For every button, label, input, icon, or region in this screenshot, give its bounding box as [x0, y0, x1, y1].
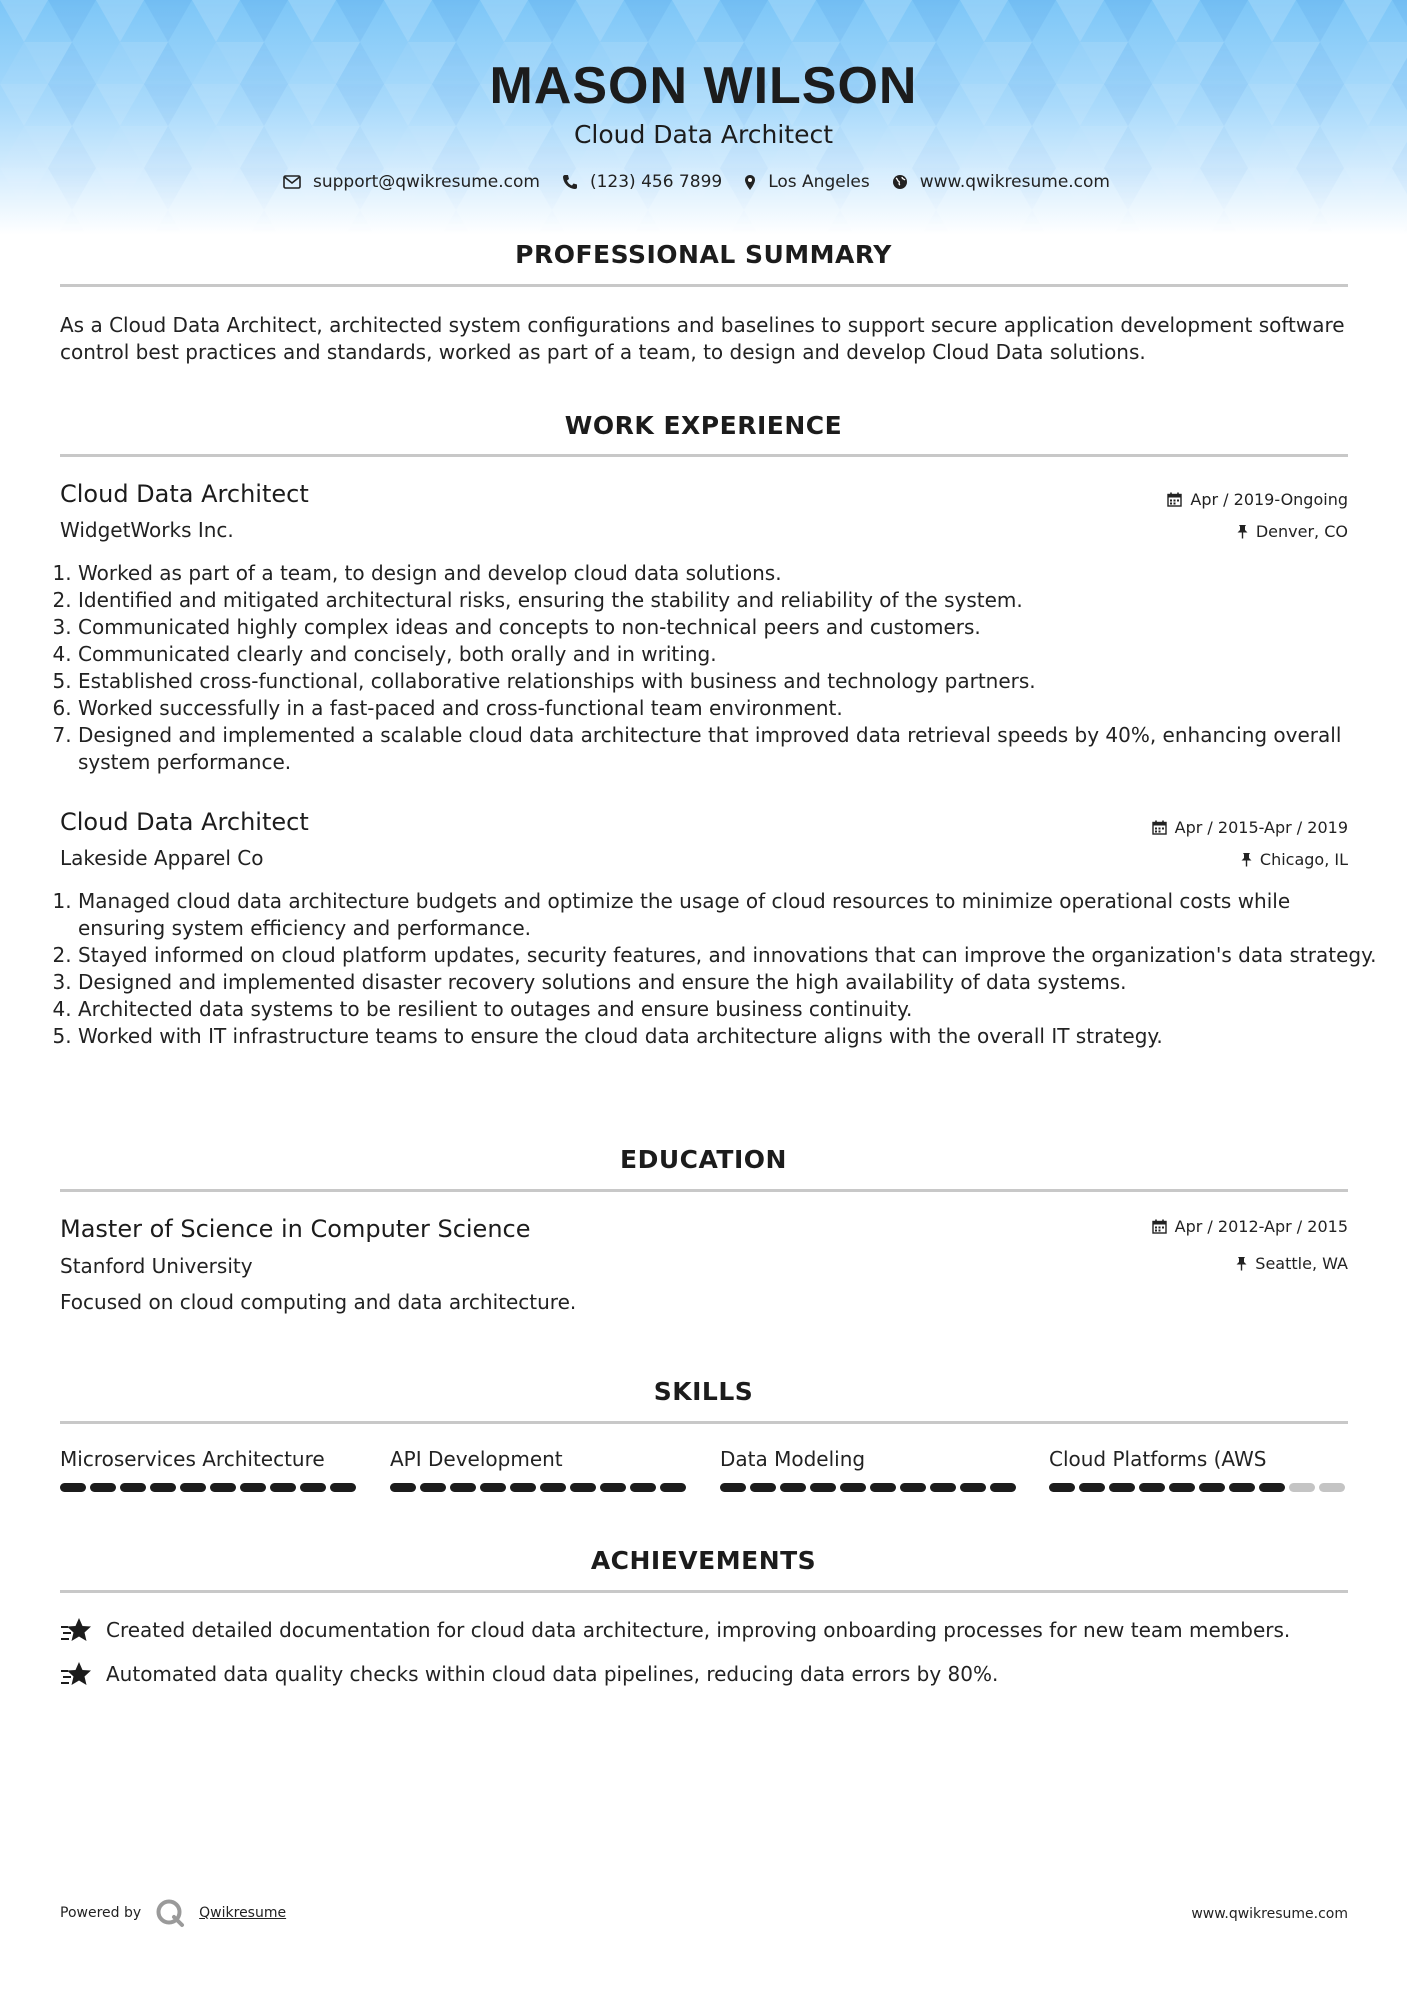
education-location — [1236, 1254, 1348, 1273]
skill-level-segment-filled — [930, 1483, 956, 1492]
brand-link[interactable]: Qwikresume — [199, 1905, 287, 1921]
skill-level-segment-filled — [240, 1483, 266, 1492]
skill-level-bar — [60, 1483, 360, 1492]
skill-level-segment-filled — [570, 1483, 596, 1492]
list-item: 5. Established cross-functional, collaborative relationships with business and technology partners. — [78, 668, 1378, 695]
achievement-item — [60, 1660, 998, 1688]
skill-level-segment-filled — [1229, 1483, 1255, 1492]
skill-level-segment-filled — [840, 1483, 866, 1492]
job-bullets — [60, 888, 1378, 1050]
phone-icon — [562, 174, 578, 190]
list-item: 4. Architected data systems to be resilient to outages and ensure business continuity. — [78, 996, 1378, 1023]
experience-divider — [60, 454, 1348, 457]
skill-level-segment-filled — [390, 1483, 416, 1492]
skill-level-segment-filled — [450, 1483, 476, 1492]
skill-level-segment-filled — [870, 1483, 896, 1492]
contact-phone[interactable] — [562, 172, 722, 192]
education-heading: EDUCATION — [620, 1145, 787, 1174]
star-icon — [60, 1616, 92, 1644]
skill-level-segment-filled — [90, 1483, 116, 1492]
contact-location — [744, 172, 870, 192]
summary-text: As a Cloud Data Architect, architected system configurations and baselines to support secure application development software control best practices and standards, worked as part of a team, to design and develop Cloud Data solutions. — [60, 313, 1345, 364]
skill-level-bar — [390, 1483, 690, 1492]
skill-level-segment-filled — [210, 1483, 236, 1492]
skill-name: Data Modeling — [720, 1447, 866, 1471]
skill-item — [390, 1447, 690, 1492]
achievement-text: Automated data quality checks within cloud data pipelines, reducing data errors by 80%. — [106, 1662, 999, 1686]
list-item: 5. Worked with IT infrastructure teams to ensure the cloud data architecture aligns with the overall IT strategy. — [78, 1023, 1378, 1050]
job-dates-text: Apr / 2015-Apr / 2019 — [1174, 818, 1348, 837]
achievement-text: Created detailed documentation for cloud data architecture, improving onboarding processes for new team members. — [106, 1618, 1291, 1642]
skill-level-segment-filled — [780, 1483, 806, 1492]
job-location-text: Denver, CO — [1255, 522, 1348, 541]
job-dates-text: Apr / 2019-Ongoing — [1190, 490, 1348, 509]
list-item: 6. Worked successfully in a fast-paced and cross-functional team environment. — [78, 695, 1378, 722]
envelope-icon — [283, 175, 301, 189]
list-item: 1. Worked as part of a team, to design and develop cloud data solutions. — [78, 560, 1378, 587]
skill-level-segment-filled — [960, 1483, 986, 1492]
list-item: 3. Designed and implemented disaster recovery solutions and ensure the high availability of data systems. — [78, 969, 1378, 996]
skill-level-segment-filled — [990, 1483, 1016, 1492]
job-company: WidgetWorks Inc. — [60, 518, 234, 542]
job-company: Lakeside Apparel Co — [60, 846, 264, 870]
skill-level-segment-filled — [660, 1483, 686, 1492]
skill-name: Cloud Platforms (AWS — [1049, 1447, 1267, 1471]
footer-website[interactable]: www.qwikresume.com — [1191, 1906, 1348, 1922]
email-text: support@qwikresume.com — [313, 172, 540, 192]
education-description: Focused on cloud computing and data architecture. — [60, 1290, 577, 1314]
skill-level-segment-filled — [600, 1483, 626, 1492]
list-item: 2. Stayed informed on cloud platform updates, security features, and innovations that can improve the organization's data strategy. — [78, 942, 1378, 969]
education-dates — [1152, 1217, 1348, 1236]
skill-level-segment-filled — [1169, 1483, 1195, 1492]
contact-email[interactable] — [283, 172, 540, 192]
job-title: Cloud Data Architect — [60, 480, 309, 508]
job-location-text: Chicago, IL — [1259, 850, 1348, 869]
powered-by-text: Powered by — [60, 1905, 142, 1921]
skill-level-segment-filled — [60, 1483, 86, 1492]
education-divider — [60, 1189, 1348, 1192]
skill-item — [720, 1447, 1020, 1492]
skill-level-segment-filled — [1079, 1483, 1105, 1492]
skill-level-segment-filled — [510, 1483, 536, 1492]
calendar-icon — [1167, 492, 1182, 507]
pushpin-icon — [1236, 1256, 1247, 1271]
skill-item — [60, 1447, 360, 1492]
skills-divider — [60, 1421, 1348, 1424]
skill-level-segment-filled — [900, 1483, 926, 1492]
candidate-name: MASON WILSON — [489, 57, 918, 115]
job-dates — [1167, 490, 1348, 509]
skills-heading: SKILLS — [653, 1377, 754, 1406]
school-name: Stanford University — [60, 1254, 253, 1278]
summary-divider — [60, 284, 1348, 287]
skill-level-segment-empty — [1319, 1483, 1345, 1492]
skill-level-segment-filled — [540, 1483, 566, 1492]
skill-level-segment-filled — [630, 1483, 656, 1492]
skill-item — [1049, 1447, 1349, 1492]
list-item: 1. Managed cloud data architecture budgets and optimize the usage of cloud resources to minimize operational costs while ensuring system efficiency and performance. — [78, 888, 1378, 942]
skill-level-segment-filled — [300, 1483, 326, 1492]
star-icon — [60, 1660, 92, 1688]
skill-level-segment-filled — [180, 1483, 206, 1492]
globe-icon — [892, 174, 908, 190]
calendar-icon — [1152, 1219, 1167, 1234]
skill-level-bar — [1049, 1483, 1349, 1492]
list-item: 7. Designed and implemented a scalable cloud data architecture that improved data retrieval speeds by 40%, enhancing overall system performance. — [78, 722, 1378, 776]
job-location — [1237, 522, 1348, 541]
skill-level-segment-filled — [120, 1483, 146, 1492]
achievements-heading: ACHIEVEMENTS — [590, 1546, 817, 1575]
list-item: 2. Identified and mitigated architectural risks, ensuring the stability and reliability of the system. — [78, 587, 1378, 614]
summary-heading: PROFESSIONAL SUMMARY — [515, 240, 892, 269]
skill-level-segment-filled — [420, 1483, 446, 1492]
job-location — [1241, 850, 1348, 869]
pushpin-icon — [1241, 852, 1252, 867]
calendar-icon — [1152, 820, 1167, 835]
list-item: 3. Communicated highly complex ideas and concepts to non-technical peers and customers. — [78, 614, 1378, 641]
skill-level-segment-filled — [720, 1483, 746, 1492]
skill-level-segment-filled — [750, 1483, 776, 1492]
skill-level-segment-filled — [480, 1483, 506, 1492]
education-location-text: Seattle, WA — [1255, 1254, 1348, 1273]
list-item: 4. Communicated clearly and concisely, both orally and in writing. — [78, 641, 1378, 668]
skill-level-segment-empty — [1289, 1483, 1315, 1492]
skill-level-bar — [720, 1483, 1020, 1492]
job-dates — [1152, 818, 1348, 837]
achievements-divider — [60, 1590, 1348, 1593]
skill-name: API Development — [390, 1447, 563, 1471]
location-text: Los Angeles — [768, 172, 870, 192]
phone-text: (123) 456 7899 — [589, 172, 723, 192]
skill-name: Microservices Architecture — [60, 1447, 325, 1471]
achievement-item — [60, 1616, 1290, 1644]
skill-level-segment-filled — [330, 1483, 356, 1492]
degree-title: Master of Science in Computer Science — [60, 1215, 531, 1243]
skill-level-segment-filled — [150, 1483, 176, 1492]
skill-level-segment-filled — [1259, 1483, 1285, 1492]
skill-level-segment-filled — [1139, 1483, 1165, 1492]
skill-level-segment-filled — [1199, 1483, 1225, 1492]
candidate-title: Cloud Data Architect — [573, 120, 834, 149]
header-banner — [0, 0, 1407, 235]
map-pin-icon — [744, 174, 756, 191]
skill-level-segment-filled — [270, 1483, 296, 1492]
skill-level-segment-filled — [810, 1483, 836, 1492]
skill-level-segment-filled — [1049, 1483, 1075, 1492]
job-bullets — [60, 560, 1378, 776]
skill-level-segment-filled — [1109, 1483, 1135, 1492]
header-pattern — [0, 0, 1407, 235]
website-text: www.qwikresume.com — [919, 172, 1110, 192]
contact-website[interactable] — [892, 172, 1110, 192]
job-title: Cloud Data Architect — [60, 808, 309, 836]
contact-bar — [0, 172, 1407, 192]
pushpin-icon — [1237, 524, 1248, 539]
experience-heading: WORK EXPERIENCE — [564, 411, 843, 440]
footer-powered-by — [60, 1898, 286, 1928]
education-dates-text: Apr / 2012-Apr / 2015 — [1174, 1217, 1348, 1236]
qwikresume-logo-icon — [155, 1898, 185, 1928]
